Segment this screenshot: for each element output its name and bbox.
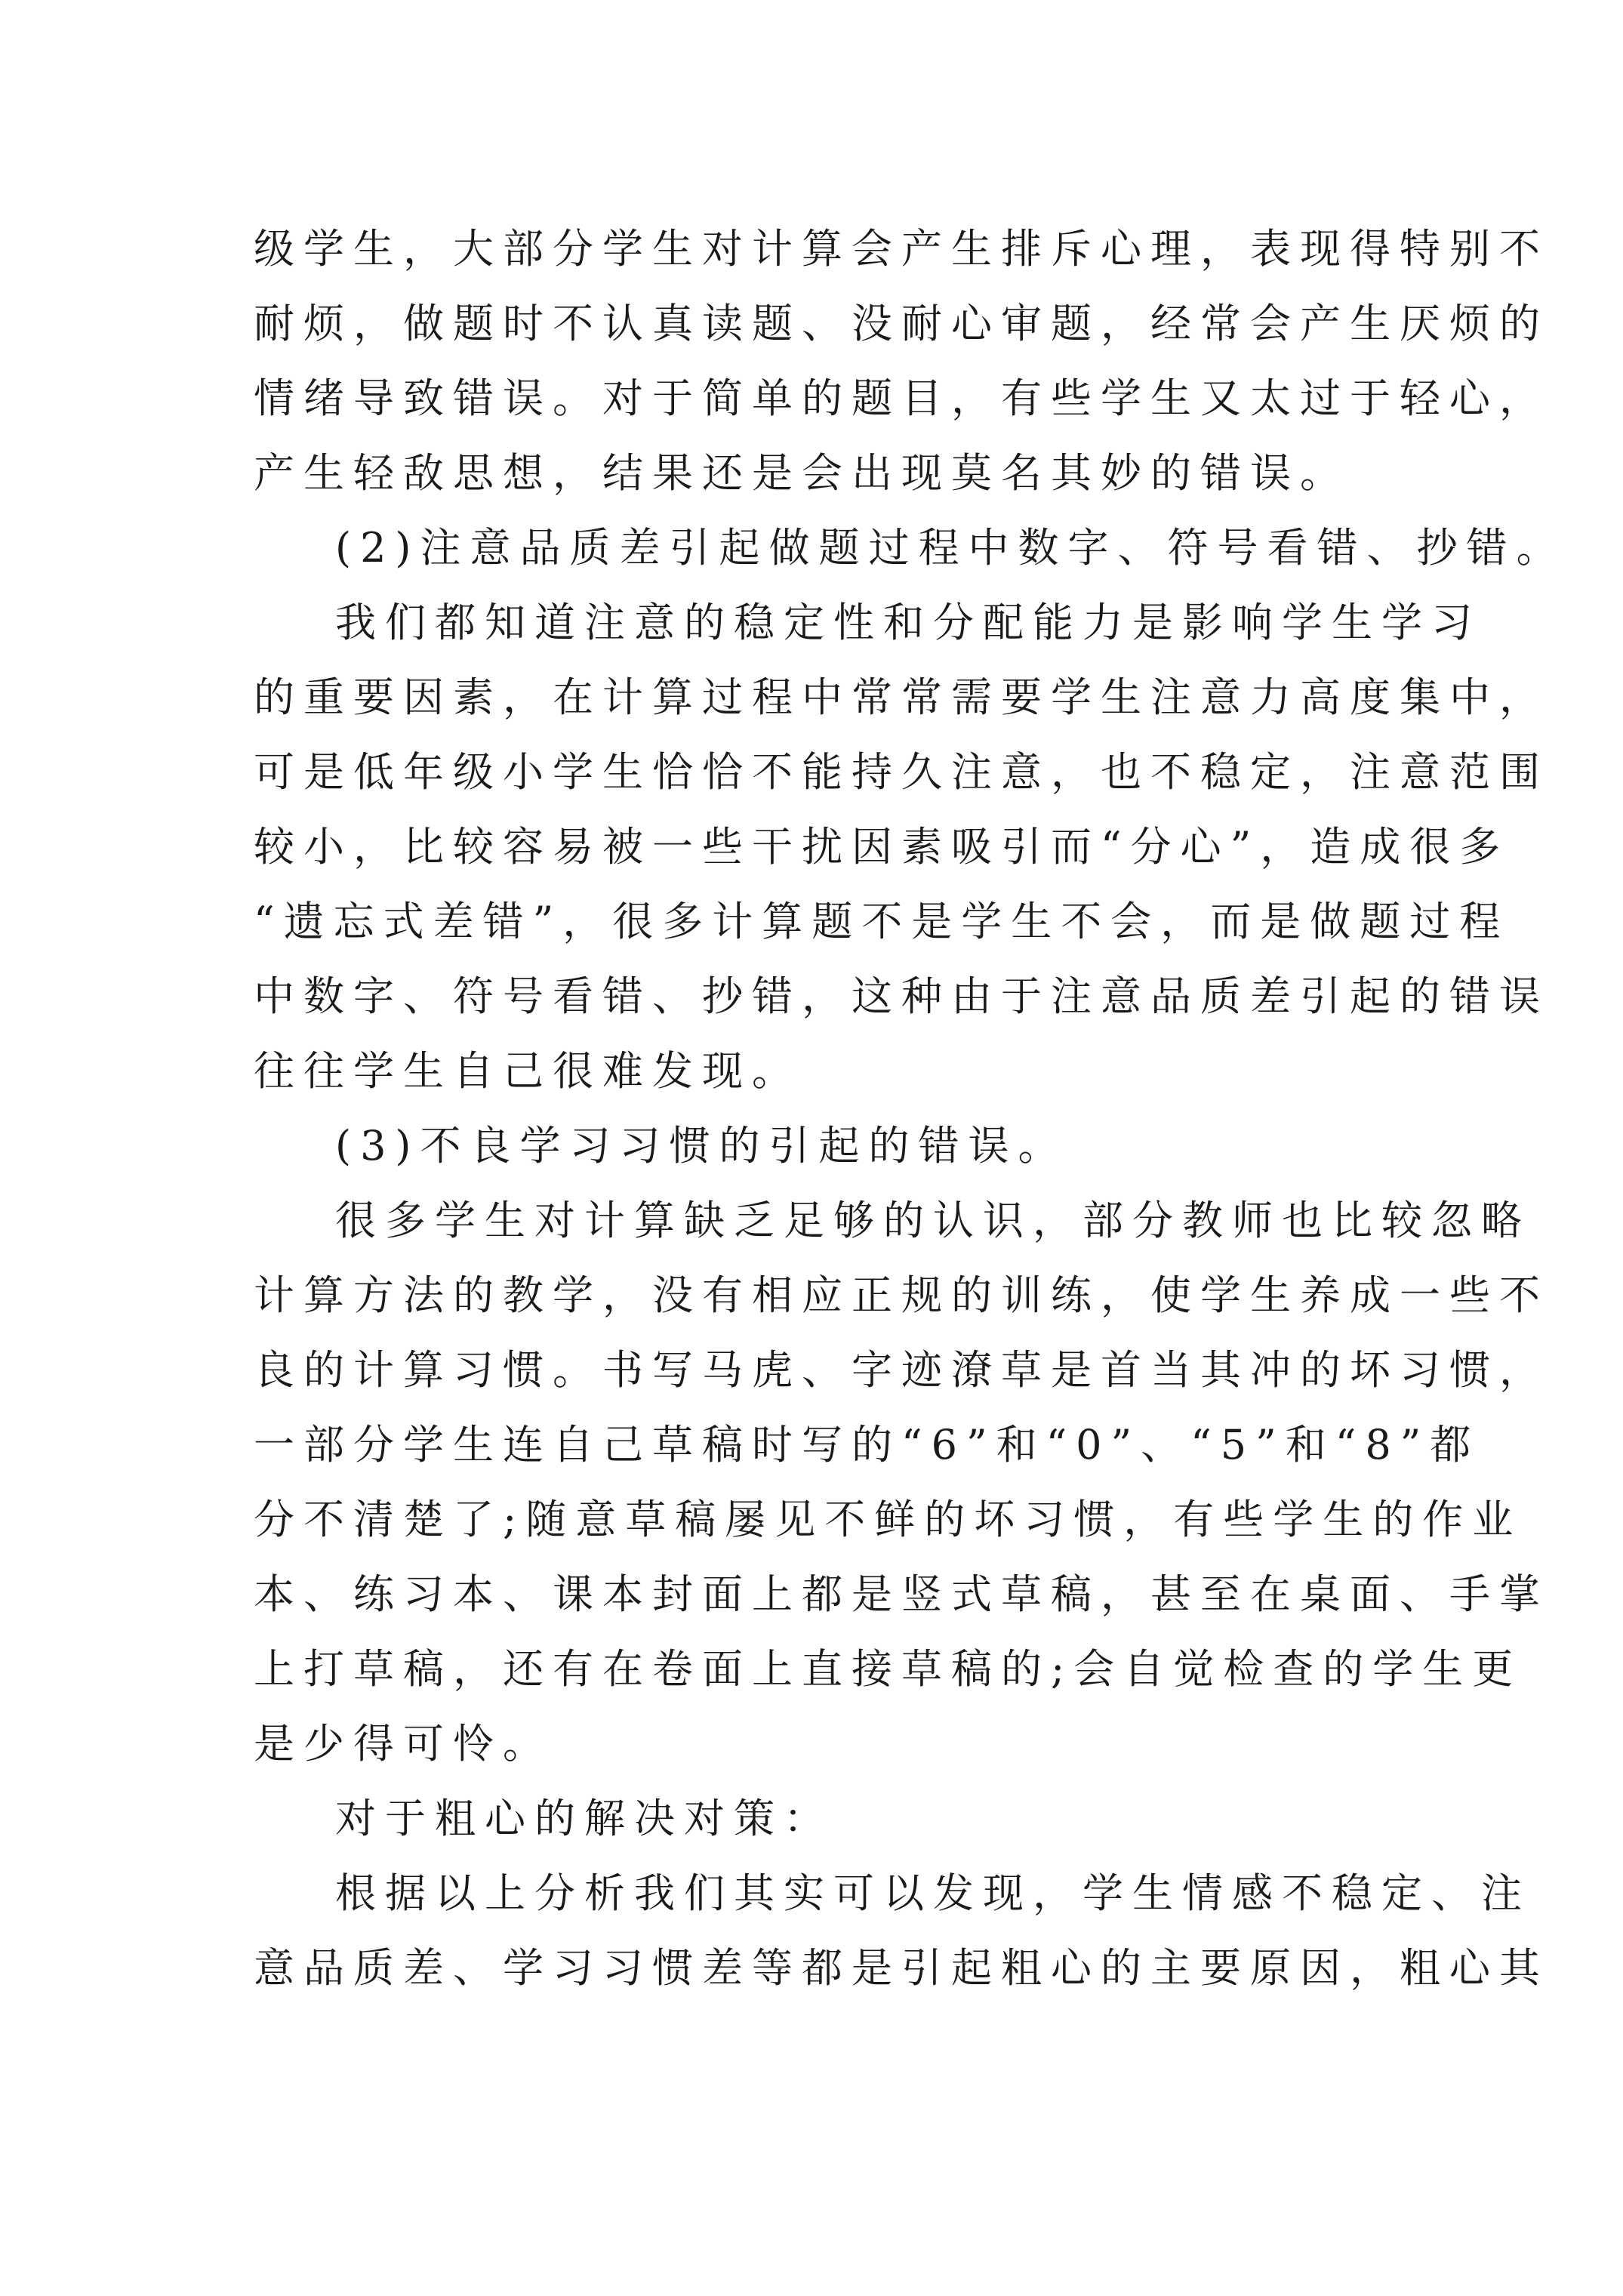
section-heading: (3)不良学习习惯的引起的错误。	[335, 1122, 1068, 1170]
text-line: 中数字、符号看错、抄错，这种由于注意品质差引起的错误	[254, 972, 1549, 1020]
document-body	[254, 211, 1566, 2005]
text-line: 计算方法的教学，没有相应正规的训练，使学生养成一些不	[254, 1271, 1549, 1319]
text-line: 的重要因素，在计算过程中常常需要学生注意力高度集中，	[254, 673, 1549, 721]
text-line: 产生轻敌思想，结果还是会出现莫名其妙的错误。	[254, 449, 1350, 497]
text-line: 上打草稿，还有在卷面上直接草稿的;会自觉检查的学生更	[254, 1645, 1523, 1693]
paragraph-start: 我们都知道注意的稳定性和分配能力是影响学生学习	[335, 599, 1481, 646]
text-line: 一部分学生连自己草稿时写的“6”和“0”、“5”和“8”都	[254, 1421, 1480, 1469]
text-line: 情绪导致错误。对于简单的题目，有些学生又太过于轻心，	[254, 374, 1549, 422]
text-line: 往往学生自己很难发现。	[254, 1047, 802, 1095]
section-heading: (2)注意品质差引起做题过程中数字、符号看错、抄错。	[335, 524, 1566, 572]
paragraph-start: 很多学生对计算缺乏足够的认识，部分教师也比较忽略	[335, 1197, 1531, 1244]
text-line: 是少得可怜。	[254, 1720, 553, 1767]
text-line: 级学生，大部分学生对计算会产生排斥心理，表现得特别不	[254, 225, 1549, 273]
section-heading: 对于粗心的解决对策：	[335, 1795, 833, 1842]
text-line: 意品质差、学习习惯差等都是引起粗心的主要原因，粗心其	[254, 1944, 1549, 1992]
text-line: 分不清楚了;随意草稿屡见不鲜的坏习惯，有些学生的作业	[254, 1496, 1523, 1543]
text-line: 耐烦，做题时不认真读题、没耐心审题，经常会产生厌烦的	[254, 300, 1549, 347]
text-line: 可是低年级小学生恰恰不能持久注意，也不稳定，注意范围	[254, 748, 1549, 796]
paragraph-start: 根据以上分析我们其实可以发现，学生情感不稳定、注	[335, 1869, 1531, 1917]
text-line: 良的计算习惯。书写马虎、字迹潦草是首当其冲的坏习惯，	[254, 1346, 1549, 1394]
text-line: 较小，比较容易被一些干扰因素吸引而“分心”，造成很多	[254, 823, 1510, 871]
text-line: 本、练习本、课本封面上都是竖式草稿，甚至在桌面、手掌	[254, 1570, 1549, 1618]
text-line: “遗忘式差错”，很多计算题不是学生不会，而是做题过程	[254, 898, 1510, 945]
